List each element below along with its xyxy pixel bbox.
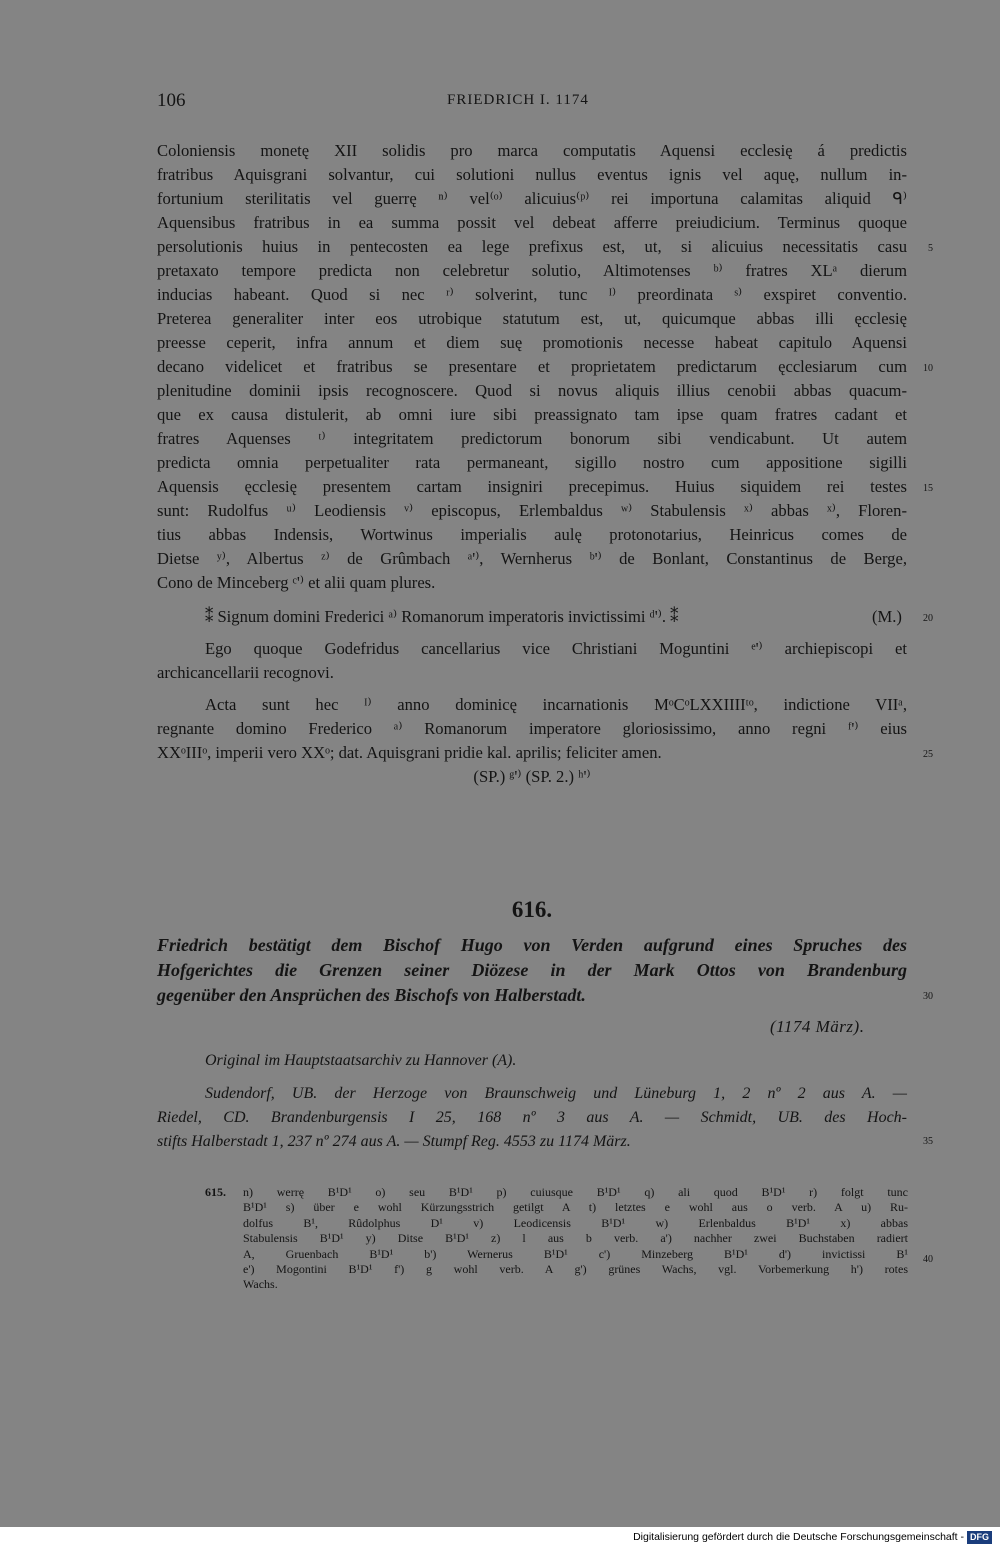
acta-line: Acta sunt hec ᴵ⁾ anno dominicę incarnationis MᵒCᵒLXXIIIIᵗᵒ, indictione VIIᵃ, <box>205 695 907 714</box>
seals-line: (SP.) ᵍ'⁾ (SP. 2.) ʰ'⁾ <box>473 767 591 786</box>
recognition-line: archicancellarii recognovi. <box>157 663 334 682</box>
acta-line: regnante domino Frederico ᵃ⁾ Romanorum imperatore gloriosissimo, anno regni ᶠ'⁾ eius <box>157 719 907 738</box>
footnote-line: Wachs. <box>243 1277 278 1291</box>
body-line: plenitudine dominii ipsis recognoscere. Quod si novus aliquis illius cenobii abbas quacum- <box>157 381 907 400</box>
regest-line: Hofgerichtes die Grenzen seiner Diözese in der Mark Ottos von Brandenburg <box>157 960 907 980</box>
body-line: Cono de Minceberg ᶜ'⁾ et alii quam plures. <box>157 573 436 592</box>
document-date: (1174 März). <box>770 1017 865 1036</box>
line-number: 10 <box>923 363 933 374</box>
page-header <box>157 90 907 116</box>
body-line: Aquensis ęcclesię presentem cartam insigniri precepimus. Huius siquidem rei testes <box>157 477 907 496</box>
body-line: Aquensibus fratribus in ea summa possit vel debeat afferre preiudicium. Terminus quoque <box>157 213 907 232</box>
footnote-line: e') Mogontini B¹D¹ f') g wohl verb. A g') grünes Wachs, vgl. Vorbemerkung h') rotes <box>243 1262 908 1276</box>
original-note: Original im Hauptstaatsarchiv zu Hannover (A). <box>205 1052 517 1069</box>
running-title: FRIEDRICH I. 1174 <box>447 92 589 108</box>
edition-line: stifts Halberstadt 1, 237 nº 274 aus A. — Stumpf Reg. 4553 zu 1174 März. <box>157 1133 631 1150</box>
body-line: Preterea generaliter inter eos utrobique statutum est, ut, quicumque abbas illi ęcclesię <box>157 309 907 328</box>
body-line: persolutionis huius in pentecosten ea lege prefixus est, ut, si alicuius necessitatis casu <box>157 237 907 256</box>
footer-bar <box>0 1527 1000 1549</box>
line-number: 25 <box>923 749 933 760</box>
line-number: 40 <box>923 1254 933 1265</box>
footnote-line: Stabulensis B¹D¹ y) Ditse B¹D¹ z) l aus b verb. a') nachher zwei Buchstaben radiert <box>243 1231 908 1245</box>
dfg-logo: DFG <box>967 1531 992 1544</box>
body-line: sunt: Rudolfus ᵘ⁾ Leodiensis ᵛ⁾ episcopus, Erlembaldus ʷ⁾ Stabulensis ˣ⁾ abbas ˣ⁾, Floren- <box>157 501 907 520</box>
line-number: 15 <box>923 483 933 494</box>
funding-credit: Digitalisierung gefördert durch die Deutsche Forschungsgemeinschaft - <box>633 1531 964 1543</box>
body-line: fratribus Aquisgrani solvantur, cui solutioni nullus eventus ignis vel aquę, nullum in- <box>157 165 907 184</box>
body-line: fortunium sterilitatis vel guerrę ⁿ⁾ vel⁽ᵒ⁾ alicuius⁽ᵖ⁾ rei importuna calamitas aliquid ᑫ⁾ <box>157 189 907 208</box>
acta-line: XXᵒIIIᵒ, imperii vero XXᵒ; dat. Aquisgrani pridie kal. aprilis; feliciter amen. <box>157 743 662 762</box>
footnote-line: B¹D¹ s) über e wohl Kürzungsstrich getilgt A t) letztes e wohl aus o verb. A u) Ru- <box>243 1200 908 1214</box>
body-line: inducias habeant. Quod si nec ʳ⁾ solverint, tunc ᴵ⁾ preordinata ˢ⁾ exspiret conventio. <box>157 285 907 304</box>
body-line: Dietse ʸ⁾, Albertus ᶻ⁾ de Grûmbach ᵃ'⁾, Wernherus ᵇ'⁾ de Bonlant, Constantinus de Berge, <box>157 549 907 568</box>
signum-mark: (M.) <box>872 607 902 626</box>
footnote-line: A, Gruenbach B¹D¹ b') Wernerus B¹D¹ c') Minzeberg B¹D¹ d') invictissi B¹ <box>243 1247 908 1261</box>
page-number: 106 <box>157 90 186 111</box>
body-line: que ex causa distulerit, ab omni iure sibi preassignato tam ipse quam fratres cadant et <box>157 405 907 424</box>
body-line: pretaxato tempore predicta non celebretur solutio, Altimotenses ᵇ⁾ fratres XLᵃ dierum <box>157 261 907 280</box>
document-number: 616. <box>511 897 553 922</box>
line-number: 5 <box>928 243 933 254</box>
footnote-label: 615. <box>205 1185 226 1199</box>
body-line: tius abbas Indensis, Wortwinus imperialis aulę protonotarius, Heinricus comes de <box>157 525 907 544</box>
edition-line: Sudendorf, UB. der Herzoge von Braunschweig und Lüneburg 1, 2 nº 2 aus A. — <box>205 1085 907 1102</box>
footnote-line: n) werrę B¹D¹ o) seu B¹D¹ p) cuiusque B¹D¹ q) ali quod B¹D¹ r) folgt tunc <box>243 1185 908 1199</box>
line-number: 35 <box>923 1136 933 1147</box>
line-number: 30 <box>923 991 933 1002</box>
body-line: preesse ceperit, infra annum et diem suę promotionis necesse habeat capitulo Aquensi <box>157 333 907 352</box>
recognition-line: Ego quoque Godefridus cancellarius vice Christiani Moguntini ᵉ'⁾ archiepiscopi et <box>205 639 907 658</box>
regest-line: gegenüber den Ansprüchen des Bischofs von Halberstadt. <box>157 985 586 1005</box>
body-line: decano videlicet et fratribus se presentare et proprietatem predictarum ęcclesiarum cum <box>157 357 907 376</box>
body-line: fratres Aquenses ᵗ⁾ integritatem predictorum bonorum sibi vendicabunt. Ut autem <box>157 429 907 448</box>
footnote-line: dolfus B¹, Rûdolphus D¹ v) Leodicensis B¹D¹ w) Erlenbaldus B¹D¹ x) abbas <box>243 1216 908 1230</box>
edition-line: Riedel, CD. Brandenburgensis I 25, 168 nº 3 aus A. — Schmidt, UB. des Hoch- <box>157 1109 907 1126</box>
body-line: Coloniensis monetę XII solidis pro marca computatis Aquensi ecclesię á predictis <box>157 141 907 160</box>
signum-line: ⁑ Signum domini Frederici ᵃ⁾ Romanorum imperatoris invictissimi ᵈ'⁾. ⁑ <box>205 607 679 626</box>
line-number: 20 <box>923 613 933 624</box>
regest-line: Friedrich bestätigt dem Bischof Hugo von Verden aufgrund eines Spruches des <box>157 935 907 955</box>
body-line: predicta omnia perpetualiter rata permaneant, sigillo nostro cum appositione sigilli <box>157 453 907 472</box>
